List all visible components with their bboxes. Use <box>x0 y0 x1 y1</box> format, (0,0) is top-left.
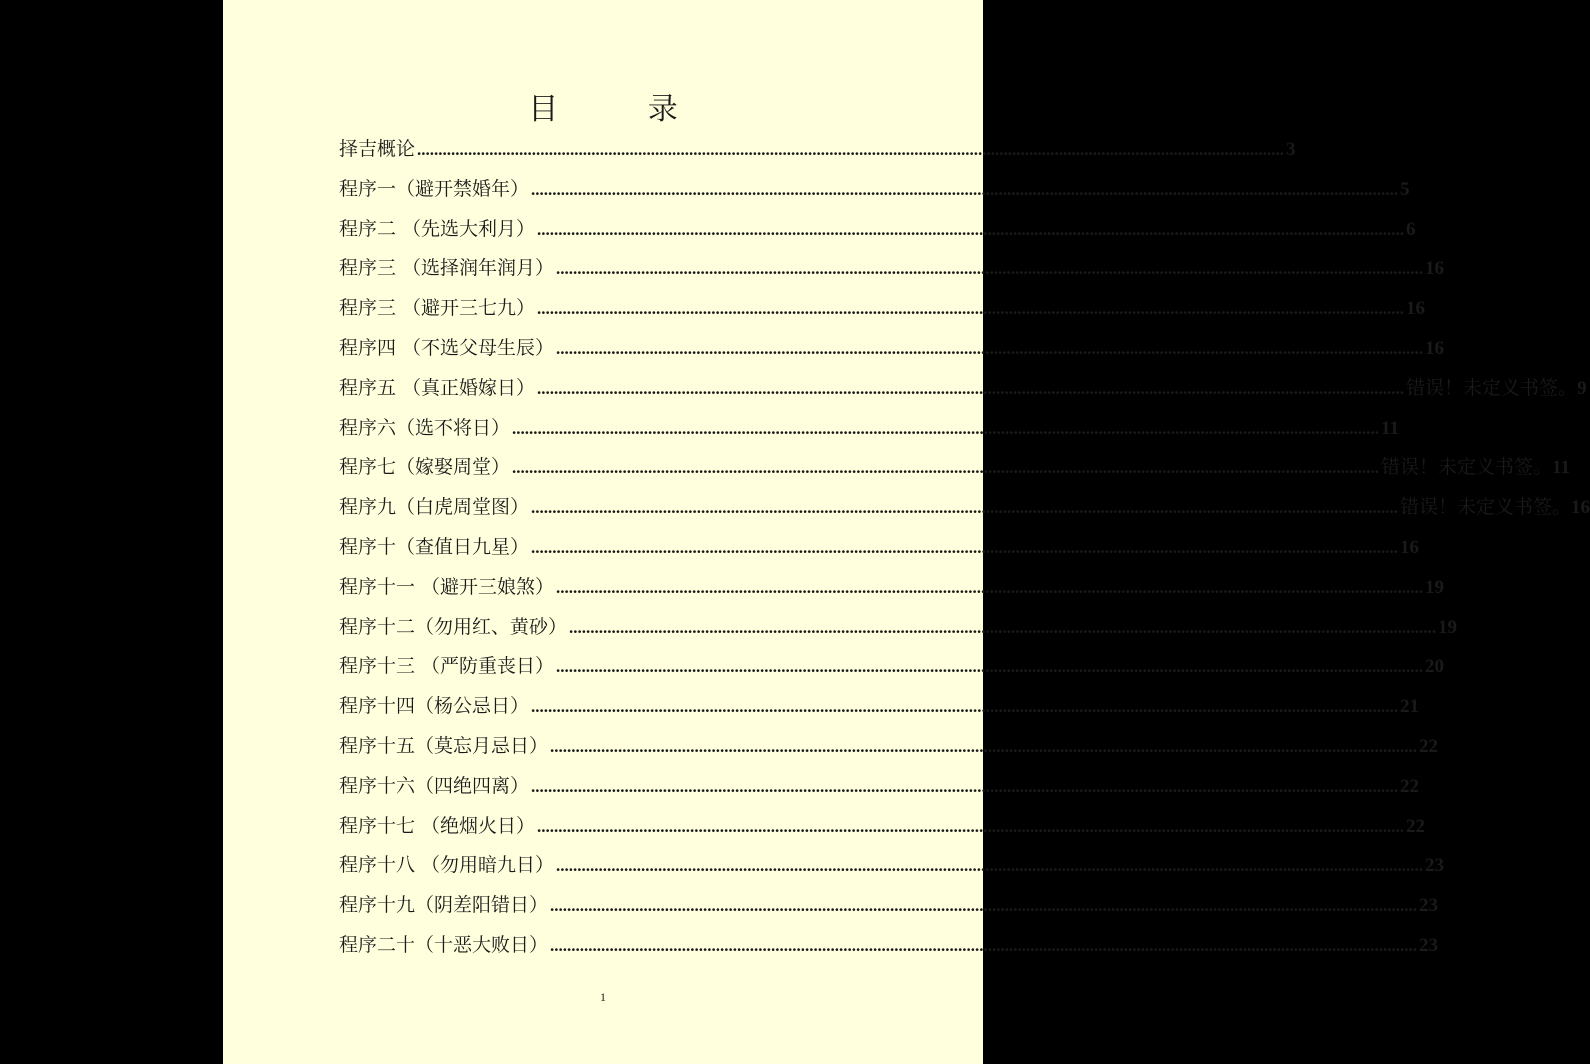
toc-dot-leader: ............................................................................................................................................................................................................ <box>531 537 1399 557</box>
toc-entry-label: 程序五 （真正婚嫁日） <box>339 376 536 399</box>
toc-entry-label: 程序七（嫁娶周堂） <box>339 456 511 479</box>
toc-entry-label: 程序三 （选择润年润月） <box>339 257 555 280</box>
toc-entry-page: 9 <box>1577 377 1587 399</box>
toc-entry-page: 22 <box>1400 775 1420 797</box>
toc-dot-leader: ............................................................................................................................................................................................................ <box>569 617 1437 637</box>
toc-entry-label: 程序三 （避开三七九） <box>339 297 536 320</box>
toc-entry-page: 3 <box>1286 139 1296 160</box>
toc-entry-label: 择吉概论 <box>339 138 416 160</box>
toc-dot-leader: ............................................................................................................................................................................................................ <box>537 299 1405 319</box>
toc-entry-label: 程序十八 （勿用暗九日） <box>339 854 555 877</box>
toc-entry[interactable] <box>339 130 1296 170</box>
toc-entry-label: 程序十（查值日九星） <box>339 535 530 558</box>
toc-dot-leader: ............................................................................................................................................................................................................ <box>537 378 1405 398</box>
toc-entry[interactable] <box>339 488 1590 528</box>
toc-entry-page: 23 <box>1419 895 1439 917</box>
toc-dot-leader: ............................................................................................................................................................................................................ <box>531 697 1399 717</box>
toc-dot-leader: ............................................................................................................................................................................................................ <box>550 935 1418 955</box>
document-page <box>223 0 1590 1064</box>
toc-entry[interactable] <box>339 687 1420 727</box>
toc-entry[interactable] <box>339 249 1445 289</box>
toc-entry-label: 程序四 （不选父母生辰） <box>339 336 555 359</box>
toc-entry[interactable] <box>339 886 1439 926</box>
toc-entry[interactable] <box>339 926 1439 966</box>
toc-entry-label: 程序九（白虎周堂图） <box>339 496 530 519</box>
toc-dot-leader: ............................................................................................................................................................................................................ <box>537 219 1405 239</box>
toc-entry-page: 16 <box>1571 497 1590 519</box>
toc-dot-leader: ............................................................................................................................................................................................................ <box>531 776 1399 796</box>
toc-title: 目 录 <box>528 92 718 127</box>
toc-entry-page: 22 <box>1419 735 1439 757</box>
toc-entry[interactable] <box>339 329 1445 369</box>
toc-dot-leader: ............................................................................................................................................................................................................ <box>512 458 1380 478</box>
toc-list <box>339 130 1590 966</box>
toc-entry-page: 20 <box>1425 656 1445 678</box>
toc-entry-page: 5 <box>1400 178 1410 200</box>
toc-entry-page: 11 <box>1381 417 1399 439</box>
toc-entry-page: 21 <box>1400 696 1420 718</box>
toc-dot-leader: ............................................................................................................................................................................................................ <box>550 896 1418 916</box>
toc-dot-leader: ............................................................................................................................................................................................................ <box>550 736 1418 756</box>
toc-entry[interactable] <box>339 210 1416 250</box>
toc-entry[interactable] <box>339 807 1426 847</box>
toc-entry-label: 程序二十（十恶大败日） <box>339 933 549 956</box>
toc-dot-leader: ............................................................................................................................................................................................................ <box>556 856 1424 876</box>
toc-entry-page: 23 <box>1425 855 1445 877</box>
toc-entry[interactable] <box>339 528 1420 568</box>
toc-entry-label: 程序十五（莫忘月忌日） <box>339 734 549 757</box>
toc-entry[interactable] <box>339 727 1439 767</box>
toc-entry-label: 程序十二（勿用红、黄砂） <box>339 615 568 638</box>
toc-entry-page: 23 <box>1419 934 1439 956</box>
toc-entry-label: 程序十九（阴差阳错日） <box>339 894 549 917</box>
toc-entry[interactable] <box>339 170 1410 210</box>
toc-entry-page: 11 <box>1552 457 1570 479</box>
toc-dot-leader: ............................................................................................................................................................................................................ <box>556 657 1424 677</box>
toc-entry-label: 程序二 （先选大利月） <box>339 217 536 240</box>
toc-dot-leader: ............................................................................................................................................................................................................ <box>531 179 1399 199</box>
toc-entry[interactable] <box>339 647 1445 687</box>
toc-dot-leader: ............................................................................................................................................................................................................ <box>512 418 1380 438</box>
toc-entry[interactable] <box>339 846 1445 886</box>
toc-entry[interactable] <box>339 448 1570 488</box>
toc-dot-leader: ............................................................................................................................................................................................................ <box>556 259 1424 279</box>
toc-entry-label: 程序十六（四绝四离） <box>339 774 530 797</box>
toc-dot-leader: ............................................................................................................................................................................................................ <box>417 140 1285 159</box>
toc-dot-leader: ............................................................................................................................................................................................................ <box>556 577 1424 597</box>
toc-entry-error: 错误！未定义书签。 <box>1381 456 1553 479</box>
toc-entry-error: 错误！未定义书签。 <box>1400 496 1572 519</box>
toc-entry-page: 19 <box>1425 576 1445 598</box>
toc-entry[interactable] <box>339 568 1445 608</box>
toc-entry-page: 16 <box>1425 337 1445 359</box>
toc-entry-page: 19 <box>1438 616 1458 638</box>
toc-entry[interactable] <box>339 608 1458 648</box>
toc-entry-page: 16 <box>1406 298 1426 320</box>
toc-entry[interactable] <box>339 767 1420 807</box>
toc-dot-leader: ............................................................................................................................................................................................................ <box>556 338 1424 358</box>
toc-dot-leader: ............................................................................................................................................................................................................ <box>531 498 1399 518</box>
toc-entry-page: 22 <box>1406 815 1426 837</box>
page-number: 1 <box>600 990 606 1004</box>
toc-entry[interactable] <box>339 409 1399 449</box>
toc-entry-page: 16 <box>1400 536 1420 558</box>
toc-entry-label: 程序十三 （严防重丧日） <box>339 655 555 678</box>
toc-entry[interactable] <box>339 289 1426 329</box>
toc-dot-leader: ............................................................................................................................................................................................................ <box>537 816 1405 836</box>
toc-entry-page: 6 <box>1406 218 1416 240</box>
toc-entry-page: 16 <box>1425 258 1445 280</box>
toc-entry-label: 程序六（选不将日） <box>339 416 511 439</box>
toc-entry-error: 错误！未定义书签。 <box>1406 376 1578 399</box>
toc-entry[interactable] <box>339 369 1587 409</box>
toc-entry-label: 程序十四（杨公忌日） <box>339 695 530 718</box>
toc-entry-label: 程序一（避开禁婚年） <box>339 177 530 200</box>
toc-entry-label: 程序十七 （绝烟火日） <box>339 814 536 837</box>
toc-entry-label: 程序十一 （避开三娘煞） <box>339 575 555 598</box>
